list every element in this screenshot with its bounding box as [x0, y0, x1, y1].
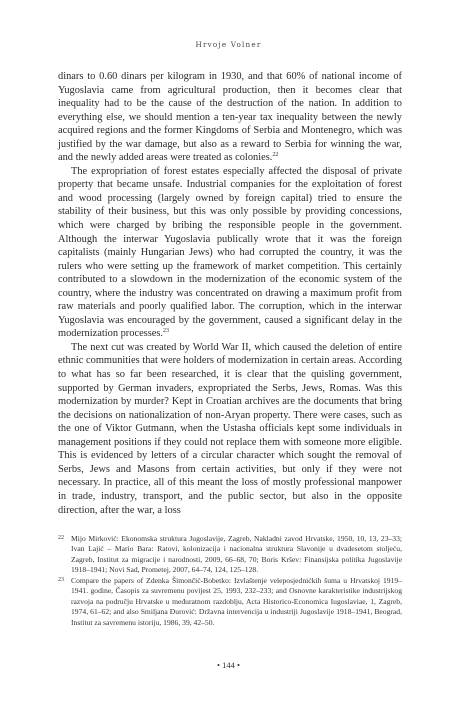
- paragraph-text: The next cut was created by World War II, which caused the deletion of entire ethnic communities that were holders of modernization in certain areas. According to what has so far been researched, it is clear that the quisling government, supported by German invaders, expropriated the Serbs, Jews, Romas. Was this modernization by murder? Kept in Croatian archives are the documents that bring the decisions on nationalization of non-Aryan property. There were cases, such as the one of Viktor Gutmann, when the Ustasha officials kept some individuals in management positions if they could not replace them with someone more eligible. This is evidenced by letters of a circular character which sought the removal of Serbs, Jews and Masons from certain activities, but only if they were not necessary. In practice, all of this meant the loss of mostly professional manpower in trade, industry, transport, and the public sector, but also in the opposite direction, after the war, a loss: [58, 341, 402, 516]
- footnote-text: Compare the papers of Zdenka Šimončić-Bobetko: Izvlaštenje veleposjednićkih šuma u Hrvatskoj 1919–1941. godine, Časopis za suvremenu povijest 25, 1993, 232–233; and Osnovne karakteristike industrijskog razvoja na području Hrvatske u međuratnom razdoblju, Acta Historico-Economica Iugoslaviae, 1, Zagreb, 1974, 61–62; and also Smiljana Đurović: Državna intervencija u industriji Jugoslavije 1918–1941, Beograd, Institut za savremenu istoriju, 1986, 39, 42–50.: [71, 575, 402, 627]
- main-text: [58, 70, 402, 517]
- paragraph-3: [58, 341, 402, 517]
- footnote-ref[interactable]: 22: [272, 152, 279, 159]
- paragraph-1: [58, 70, 402, 165]
- footnote-22: [58, 534, 402, 576]
- paragraph-2: [58, 165, 402, 341]
- footnote-text: Mijo Mirković: Ekonomska struktura Jugoslavije, Zagreb, Nakladni zavod Hrvatske, 1950, 10, 13, 23–33; Ivan Lajić – Mario Bara: Ratovi, kolonizacija i nacionalna struktura Slavonije u dvadesetom stoljeću, Zagreb, Institut za migracije i narodnosti, 2009, 66–68, 70; Boris Kršev: Finansijska politika Jugoslavije 1918–1941; Novi Sad, Prometej, 2007, 64–74, 124, 125–128.: [71, 534, 402, 575]
- paragraph-text: dinars to 0.60 dinars per kilogram in 1930, and that 60% of national income of Yugoslavia came from agricultural production, then it becomes clear that inequality had to be the cause of the destruction of the nation. In addition to everything else, we should mention a ten-year tax inequality between the newly acquired regions and the former Kingdoms of Serbia and Montenegro, which was justified by the war damage, but also as a reward to Serbia for winning the war, and the newly added areas were treated as colonies.: [58, 71, 402, 164]
- footnote-number: 22: [58, 535, 64, 541]
- running-head: Hrvoje Volner: [195, 40, 262, 49]
- page-number: • 144 •: [217, 660, 240, 670]
- footnote-ref[interactable]: 23: [163, 328, 170, 335]
- paragraph-text: The expropriation of forest estates especially affected the disposal of private property that became unsafe. Industrial companies for the exploitation of forest and wood processing (largely owned by foreign capital) tried to ensure the stability of their business, but this was only possible by providing concessions, which were charged by bribing the responsible people in the government. Although the interwar Yugoslavia publically wrote that it was the foreign capitalists (mainly Hungarian Jews) who had corrupted the country, it was the rulers who were setting up the framework of market competition. This certainly contributed to a slowdown in the modernization of the economic system of the country, where the industry was concentrated on drawing a maximum profit from raw materials and poorly qualified labor. The corruption, which in the interwar Yugoslavia was encouraged by the government, caused a significant delay in the modernization processes.: [58, 165, 402, 340]
- footnotes: [58, 534, 402, 628]
- footnote-23: [58, 576, 402, 628]
- footnote-number: 23: [58, 576, 64, 583]
